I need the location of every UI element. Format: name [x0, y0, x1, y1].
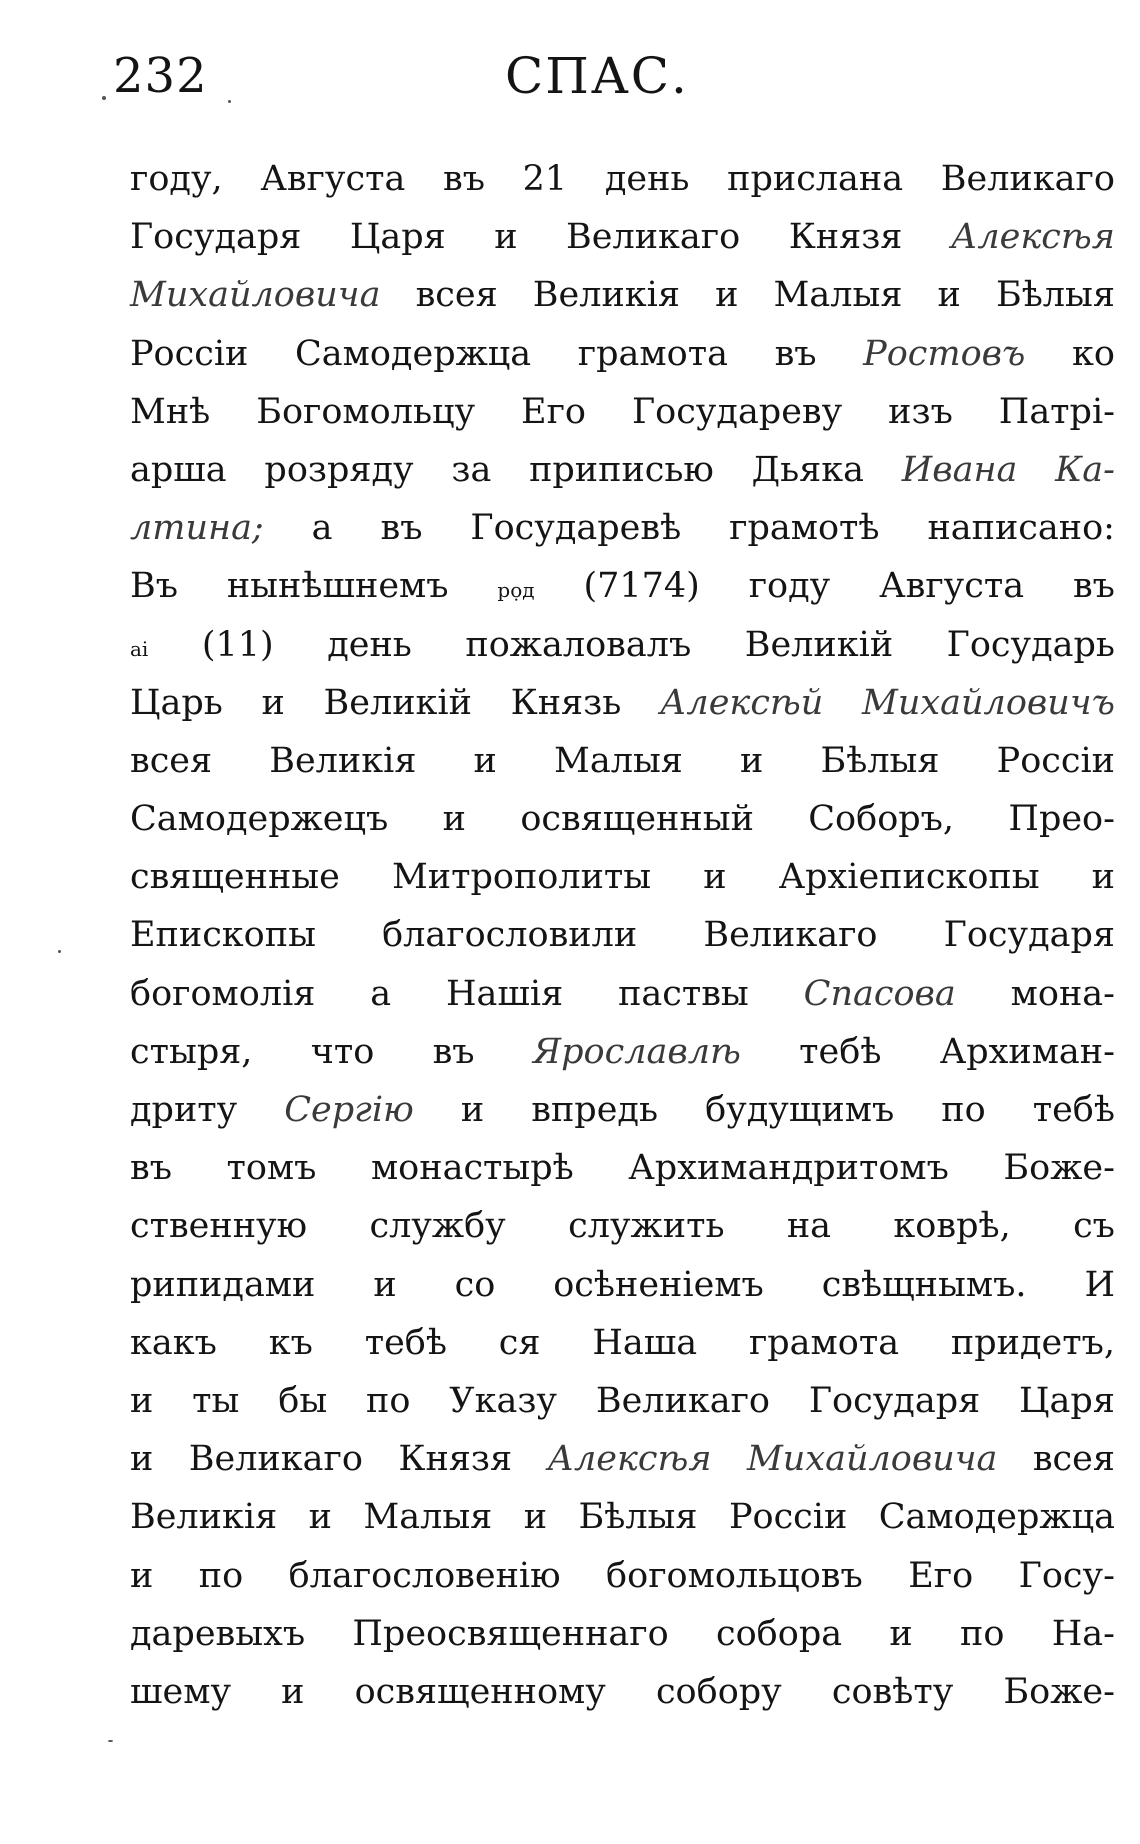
- word: Алексѣя: [950, 217, 1115, 258]
- word: томъ: [226, 1148, 317, 1189]
- word: Ивана: [901, 449, 1018, 490]
- word: на: [786, 1206, 832, 1247]
- text-line: [130, 150, 1115, 208]
- print-speck: [228, 100, 231, 103]
- page-number: 232: [113, 48, 208, 104]
- word: Архиман-: [939, 1031, 1115, 1072]
- word: въ: [442, 159, 485, 199]
- print-speck: [108, 1740, 113, 1742]
- word: и: [281, 1671, 305, 1712]
- word: какъ: [130, 1322, 217, 1363]
- word: шему: [130, 1671, 232, 1712]
- word: Сергію: [284, 1090, 414, 1130]
- word: собора: [716, 1613, 843, 1654]
- word: Великаго: [595, 1380, 770, 1421]
- word: лтина;: [130, 508, 264, 549]
- word: Боже-: [1003, 1671, 1115, 1712]
- text-line: [130, 1256, 1115, 1314]
- text-line: [130, 848, 1115, 906]
- word: Россіи: [728, 1497, 848, 1538]
- word: Его: [521, 391, 587, 432]
- word: и: [261, 682, 285, 723]
- text-line: [130, 1197, 1115, 1255]
- word: изъ: [888, 391, 953, 432]
- word: Наша: [592, 1322, 698, 1363]
- word: пожаловалъ: [465, 624, 692, 665]
- word: въ: [1072, 566, 1115, 607]
- word: Великій: [323, 682, 472, 723]
- word: благословили: [382, 915, 638, 956]
- word: и: [523, 1497, 548, 1538]
- word: нынѣшнемъ: [226, 566, 449, 607]
- word: (7174): [583, 566, 700, 607]
- word: Августа: [879, 566, 1025, 607]
- word: розряду: [264, 449, 414, 490]
- word: а: [370, 973, 392, 1014]
- word: и: [494, 217, 518, 258]
- word: Малыя: [773, 275, 903, 316]
- word: Указу: [449, 1380, 557, 1421]
- word: На-: [1051, 1613, 1115, 1654]
- word: Михайловичъ: [862, 682, 1115, 723]
- text-line: [130, 1139, 1115, 1197]
- word: Ростовъ: [863, 333, 1026, 374]
- word: и: [473, 740, 497, 781]
- word: Царя: [349, 217, 446, 258]
- word: Госу-: [1018, 1555, 1115, 1596]
- word: Архимандритомъ: [628, 1148, 949, 1189]
- word: будущимъ: [705, 1090, 895, 1130]
- text-line: [130, 1430, 1115, 1488]
- word: рọд: [497, 578, 535, 603]
- word: Царя: [1019, 1380, 1115, 1421]
- word: аі: [130, 636, 149, 661]
- word: Великія: [532, 275, 680, 316]
- text-line: [130, 1081, 1115, 1139]
- text-line: [130, 906, 1115, 964]
- word: Патрі-: [998, 391, 1115, 432]
- word: освященный: [520, 799, 754, 840]
- word: осѣненіемъ: [553, 1264, 764, 1305]
- word: служить: [568, 1206, 725, 1247]
- word: году,: [130, 159, 223, 199]
- word: Великаго: [703, 915, 878, 956]
- word: священные: [130, 857, 340, 898]
- word: освященному: [354, 1671, 606, 1712]
- word: бы: [278, 1380, 328, 1421]
- text-line: [130, 383, 1115, 441]
- word: арша: [130, 449, 227, 490]
- word: Князя: [788, 217, 903, 258]
- word: по: [960, 1613, 1005, 1654]
- word: 21: [522, 159, 568, 199]
- word: и: [715, 275, 739, 316]
- word: Дьяка: [751, 449, 864, 490]
- word: день: [604, 159, 690, 199]
- word: что: [310, 1031, 375, 1072]
- word: И: [1084, 1264, 1115, 1305]
- word: Россіи: [996, 740, 1115, 781]
- text-line: [130, 790, 1115, 848]
- word: Самодержецъ: [130, 799, 389, 840]
- word: ся: [498, 1322, 541, 1363]
- body-text: [130, 150, 1115, 1721]
- text-line: [130, 208, 1115, 266]
- word: дриту: [130, 1090, 238, 1130]
- word: и: [130, 1555, 154, 1596]
- word: богомолія: [130, 973, 316, 1014]
- word: ко: [1071, 333, 1115, 374]
- text-line: [130, 1547, 1115, 1605]
- word: паствы: [618, 973, 749, 1014]
- word: Самодержца: [878, 1497, 1115, 1538]
- word: Князя: [398, 1439, 513, 1480]
- word: тебѣ: [799, 1031, 882, 1072]
- text-line: [130, 1605, 1115, 1663]
- word: ственную: [130, 1206, 308, 1247]
- word: Государя: [130, 217, 302, 258]
- word: Государя: [808, 1380, 981, 1421]
- word: Малыя: [363, 1497, 493, 1538]
- word: грамота: [748, 1322, 900, 1363]
- word: Михайловича: [130, 275, 381, 316]
- word: Прео-: [1008, 799, 1115, 840]
- text-line: [130, 1663, 1115, 1721]
- word: Государя: [943, 915, 1115, 956]
- word: всея: [415, 275, 498, 316]
- text-line: [130, 1023, 1115, 1081]
- word: по: [941, 1090, 986, 1130]
- word: съ: [1073, 1206, 1115, 1247]
- word: тебѣ: [1032, 1090, 1115, 1130]
- word: Архіепископы: [778, 857, 1040, 898]
- word: и: [308, 1497, 332, 1538]
- word: собору: [655, 1671, 782, 1712]
- word: Самодержца: [294, 333, 532, 374]
- word: и: [373, 1264, 397, 1305]
- word: совѣту: [831, 1671, 954, 1712]
- text-line: [130, 674, 1115, 732]
- word: коврѣ,: [893, 1206, 1011, 1247]
- word: и: [703, 857, 727, 898]
- text-line: [130, 1314, 1115, 1372]
- word: грамота: [577, 333, 728, 374]
- word: Михайловича: [746, 1439, 998, 1480]
- print-speck: [102, 96, 106, 100]
- word: и: [460, 1090, 485, 1130]
- word: Царь: [130, 682, 223, 723]
- word: и: [889, 1613, 913, 1654]
- word: по: [366, 1380, 411, 1421]
- word: въ: [130, 1148, 172, 1189]
- running-head: СПАС.: [505, 47, 689, 105]
- word: свѣщнымъ.: [821, 1264, 1027, 1305]
- word: Спасова: [803, 973, 956, 1014]
- text-line: [130, 325, 1115, 383]
- word: Ярославлѣ: [532, 1031, 741, 1072]
- text-line: [130, 557, 1115, 615]
- word: ты: [192, 1380, 240, 1421]
- word: Соборъ,: [808, 799, 955, 840]
- word: и: [130, 1439, 154, 1480]
- word: даревыхъ: [130, 1613, 306, 1654]
- text-line: [130, 441, 1115, 499]
- word: Государь: [946, 624, 1115, 665]
- word: за: [451, 449, 492, 490]
- word: Князь: [510, 682, 622, 723]
- word: Россіи: [130, 333, 249, 374]
- word: въ: [380, 508, 423, 549]
- word: тебѣ: [364, 1322, 447, 1363]
- word: Бѣлыя: [578, 1497, 698, 1538]
- word: Великій: [744, 624, 894, 665]
- word: написано:: [927, 508, 1115, 549]
- word: году: [748, 566, 831, 607]
- word: Алексѣя: [547, 1439, 712, 1480]
- word: въ: [432, 1031, 475, 1072]
- word: и: [740, 740, 764, 781]
- word: рипидами: [130, 1264, 316, 1305]
- word: придетъ,: [950, 1322, 1115, 1363]
- text-line: [130, 1488, 1115, 1546]
- print-speck: [58, 950, 61, 953]
- word: Государевѣ: [470, 508, 682, 549]
- word: всея: [130, 740, 213, 781]
- text-line: [130, 965, 1115, 1023]
- word: и: [937, 275, 961, 316]
- word: Великаго: [940, 159, 1115, 199]
- word: богомольцовъ: [606, 1555, 863, 1596]
- word: (11): [201, 624, 274, 665]
- word: и: [1091, 857, 1115, 898]
- word: Боже-: [1003, 1148, 1115, 1189]
- word: Его: [908, 1555, 974, 1596]
- word: грамотѣ: [729, 508, 880, 549]
- word: стыря,: [130, 1031, 253, 1072]
- word: Въ: [130, 566, 178, 607]
- word: и: [130, 1380, 154, 1421]
- word: день: [327, 624, 412, 665]
- word: Малыя: [554, 740, 683, 781]
- word: въ: [774, 333, 817, 374]
- word: Митрополиты: [391, 857, 652, 898]
- word: монастырѣ: [370, 1148, 574, 1189]
- word: Епископы: [130, 915, 316, 956]
- word: со: [454, 1264, 496, 1305]
- text-line: [130, 266, 1115, 324]
- word: Великаго: [188, 1439, 363, 1480]
- word: Августа: [260, 159, 406, 199]
- word: Алексѣй: [659, 682, 824, 723]
- word: благословенію: [288, 1555, 561, 1596]
- word: Мнѣ: [130, 391, 211, 432]
- word: Ка-: [1055, 449, 1115, 490]
- word: службу: [369, 1206, 506, 1247]
- word: Преосвященнаго: [352, 1613, 669, 1654]
- word: по: [198, 1555, 244, 1596]
- word: приписью: [529, 449, 714, 490]
- text-line: [130, 616, 1115, 674]
- word: всея: [1032, 1439, 1115, 1480]
- text-line: [130, 499, 1115, 557]
- word: а: [311, 508, 333, 549]
- word: Великія: [130, 1497, 278, 1538]
- word: Нашія: [445, 973, 564, 1014]
- word: и: [442, 799, 466, 840]
- word: къ: [268, 1322, 313, 1363]
- word: мона-: [1010, 973, 1115, 1014]
- word: Богомольцу: [256, 391, 476, 432]
- word: прислана: [727, 159, 904, 199]
- text-line: [130, 1372, 1115, 1430]
- text-line: [130, 732, 1115, 790]
- word: впредь: [531, 1090, 659, 1130]
- word: Великаго: [566, 217, 741, 258]
- word: Великія: [269, 740, 417, 781]
- word: Государеву: [631, 391, 843, 432]
- word: Бѣлыя: [820, 740, 940, 781]
- word: Бѣлыя: [995, 275, 1115, 316]
